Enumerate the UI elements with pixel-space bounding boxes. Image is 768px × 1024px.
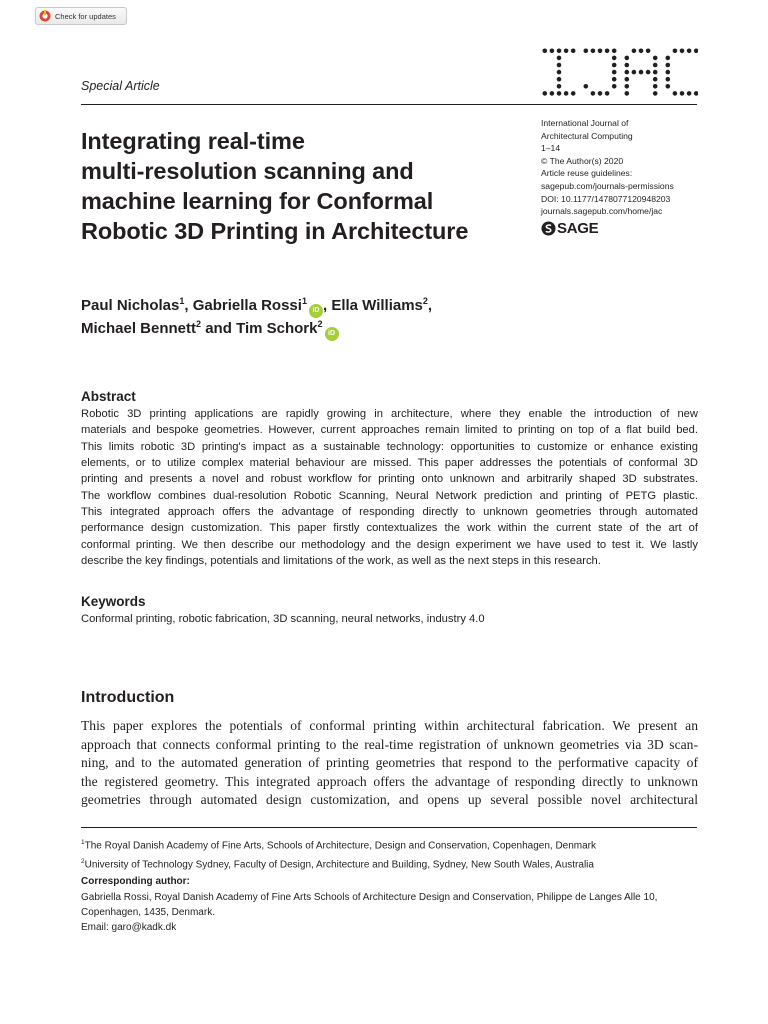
affiliation-text: University of Technology Sydney, Faculty of Design, Architecture and Building, Sydney, New South Wales, Australia — [84, 859, 594, 871]
author-name[interactable]: Paul Nicholas — [81, 297, 180, 314]
journal-logo — [541, 46, 698, 96]
keywords-text: Conformal printing, robotic fabrication, 3D scanning, neural networks, industry 4.0 — [81, 613, 485, 625]
logo-dot — [625, 84, 630, 89]
article-type: Special Article — [81, 79, 160, 93]
conjunction: and — [205, 320, 232, 337]
update-icon — [39, 10, 51, 22]
corresponding-address: Gabriella Rossi, Royal Danish Academy of Fine Arts Schools of Architecture Design and Conservation, Philippe de Langes Alle 10, — [81, 892, 658, 903]
logo-dot — [584, 49, 589, 54]
affiliation-number: 2 — [81, 858, 85, 866]
affiliation-text: The Royal Danish Academy of Fine Arts, Schools of Architecture, Design and Conservation, Copenhagen, Denmark — [84, 840, 597, 852]
logo-dot — [625, 91, 630, 96]
logo-dot — [687, 49, 692, 54]
logo-dot — [612, 70, 617, 75]
affiliation-mark: 2 — [317, 319, 323, 329]
logo-dot — [625, 63, 630, 68]
logo-dot — [550, 91, 555, 96]
intro-line: approach that connects conformal printing to the real-time registration of unknown geometries via 3D scan- — [81, 736, 698, 752]
author-name[interactable]: Tim Schork — [236, 320, 318, 337]
affiliation-mark: 2 — [422, 296, 428, 306]
orcid-icon[interactable]: iD — [325, 327, 339, 341]
logo-dot — [673, 49, 678, 54]
logo-dot — [666, 63, 671, 68]
logo-dot — [571, 49, 576, 54]
abstract-line: performance design customization. This paper firstly contextualizes the work within the current state of the art of — [81, 522, 698, 535]
logo-dot — [598, 49, 603, 54]
logo-dot — [543, 91, 548, 96]
logo-dot — [584, 84, 589, 89]
logo-dot — [564, 49, 569, 54]
abstract-line: materials and bespoke geometries. However, current approaches remain limited to printing on top of a flat build bed. — [81, 424, 698, 437]
keywords-heading: Keywords — [81, 594, 146, 609]
intro-line: This paper explores the potentials of conformal printing within architectural fabrication. We present an — [81, 718, 698, 733]
intro-line: geometries through automated design customization, and opens up several possible novel architectural — [81, 792, 698, 807]
logo-dot — [653, 56, 658, 61]
logo-dot — [612, 84, 617, 89]
article-title — [81, 126, 531, 246]
check-for-updates-badge[interactable] — [35, 7, 127, 25]
abstract-line: conformal printing. We then describe our methodology and the design experiment we have used to test it. We lastly — [81, 538, 698, 551]
logo-dot — [598, 91, 603, 96]
logo-dot — [639, 49, 644, 54]
affiliation — [81, 854, 701, 873]
logo-dot — [653, 91, 658, 96]
logo-dot — [605, 49, 610, 54]
logo-dot — [557, 84, 562, 89]
logo-dot — [571, 91, 576, 96]
abstract-line: elements, or to utilize complex material behaviour are missed. This paper addresses the potentials of conformal 3D — [81, 457, 698, 470]
author-name[interactable]: Michael Bennett — [81, 320, 197, 337]
logo-dot — [591, 91, 596, 96]
logo-dot — [687, 91, 692, 96]
logo-dot — [557, 56, 562, 61]
abstract-line: Robotic 3D printing applications are rapidly growing in architecture, where they enable the introduction of new — [81, 408, 698, 420]
logo-dot — [646, 70, 651, 75]
logo-dot — [557, 91, 562, 96]
abstract-line: printing and presents a novel and robust workflow for printing onto unknown and arbitrarily shaped 3D substrates. — [81, 473, 698, 486]
logo-dot — [666, 84, 671, 89]
publisher-name: SAGE — [557, 219, 599, 237]
title-line: Integrating real-time — [81, 128, 305, 154]
abstract-line: The workflow combines dual-resolution Robotic Scanning, Neural Network prediction and printing of PETG plastic. — [81, 489, 698, 502]
author-name[interactable]: Gabriella Rossi — [192, 297, 302, 314]
doi[interactable]: DOI: 10.1177/1478077120948203 — [541, 193, 671, 204]
logo-dot — [653, 70, 658, 75]
logo-dot — [694, 49, 698, 54]
journal-name-line: Architectural Computing — [541, 130, 633, 141]
badge-label: Check for updates — [55, 11, 116, 21]
logo-dot — [632, 70, 637, 75]
affiliations — [81, 835, 701, 874]
page-range: 1–14 — [541, 143, 561, 154]
intro-line: the registered geometry. This integrated approach offers the advantage of responding directly to unknown — [81, 773, 698, 789]
logo-dot — [653, 77, 658, 82]
corresponding-email[interactable]: Email: garo@kadk.dk — [81, 922, 177, 933]
logo-dot — [680, 49, 685, 54]
affiliation-mark: 2 — [196, 319, 202, 329]
affiliation — [81, 835, 701, 854]
affiliation-number: 1 — [81, 839, 85, 846]
abstract-body — [81, 406, 698, 569]
logo-dot — [557, 77, 562, 82]
logo-dot — [543, 49, 548, 54]
logo-dot — [632, 49, 637, 54]
author-name[interactable]: Ella Williams — [331, 297, 423, 314]
publisher-logo — [541, 220, 598, 236]
sage-icon — [541, 221, 556, 236]
logo-dot — [557, 49, 562, 54]
corresponding-author-heading: Corresponding author: — [81, 876, 190, 887]
introduction-heading: Introduction — [81, 689, 175, 706]
logo-dot — [625, 77, 630, 82]
logo-dot — [605, 91, 610, 96]
logo-dot — [646, 49, 651, 54]
corresponding-address: Copenhagen, 1435, Denmark. — [81, 907, 215, 918]
logo-dot — [639, 70, 644, 75]
logo-dot — [564, 91, 569, 96]
logo-dot — [591, 49, 596, 54]
affiliation-mark: 1 — [179, 296, 185, 306]
logo-dot — [666, 56, 671, 61]
logo-dot — [653, 63, 658, 68]
logo-dot — [666, 70, 671, 75]
logo-dot — [557, 70, 562, 75]
logo-dot — [653, 84, 658, 89]
journal-name-line: International Journal of — [541, 118, 629, 128]
abstract-line: This limits robotic 3D printing's impact as a sustainable technology: opportunities to customize or enhance existing — [81, 440, 698, 453]
logo-dot — [625, 70, 630, 75]
abstract-line: This integrated approach offers the advantage of responding directly to unknown geometries through automated — [81, 506, 698, 519]
logo-dot — [625, 56, 630, 61]
logo-dot — [680, 91, 685, 96]
reuse-label: Article reuse guidelines: — [541, 168, 633, 179]
journal-metadata — [541, 117, 701, 218]
logo-dot — [612, 49, 617, 54]
logo-dot — [612, 63, 617, 68]
logo-dot — [612, 56, 617, 61]
logo-dot — [694, 91, 698, 96]
reuse-link[interactable]: sagepub.com/journals-permissions — [541, 180, 674, 191]
abstract-line: describe the key findings, potentials and limitations of the work, as well as the next steps in this research. — [81, 555, 601, 568]
logo-dot — [557, 63, 562, 68]
footnote-rule — [81, 827, 697, 828]
title-line: machine learning for Conformal — [81, 188, 434, 214]
copyright: © The Author(s) 2020 — [541, 155, 624, 166]
introduction-body — [81, 717, 698, 810]
logo-dot — [666, 77, 671, 82]
title-line: Robotic 3D Printing in Architecture — [81, 218, 469, 244]
abstract-heading: Abstract — [81, 389, 136, 404]
logo-dot — [550, 49, 555, 54]
logo-dot — [612, 77, 617, 82]
header-rule — [81, 104, 697, 105]
title-line: multi-resolution scanning and — [81, 158, 414, 184]
journal-link[interactable]: journals.sagepub.com/home/jac — [541, 206, 663, 217]
corresponding-author — [81, 890, 701, 935]
author-list: Paul Nicholas$^1$, Gabriella Rossi$^1$iD , Ella Williams$^2$, Michael Bennett$^2$ and Tim Schork$^2$iD — [81, 295, 681, 341]
orcid-icon[interactable]: iD — [309, 304, 323, 318]
logo-dot — [673, 91, 678, 96]
intro-line: ning, and to the automated generation of printing geometries that respond to the performative capacity of — [81, 755, 698, 770]
affiliation-mark: 1 — [301, 296, 307, 306]
